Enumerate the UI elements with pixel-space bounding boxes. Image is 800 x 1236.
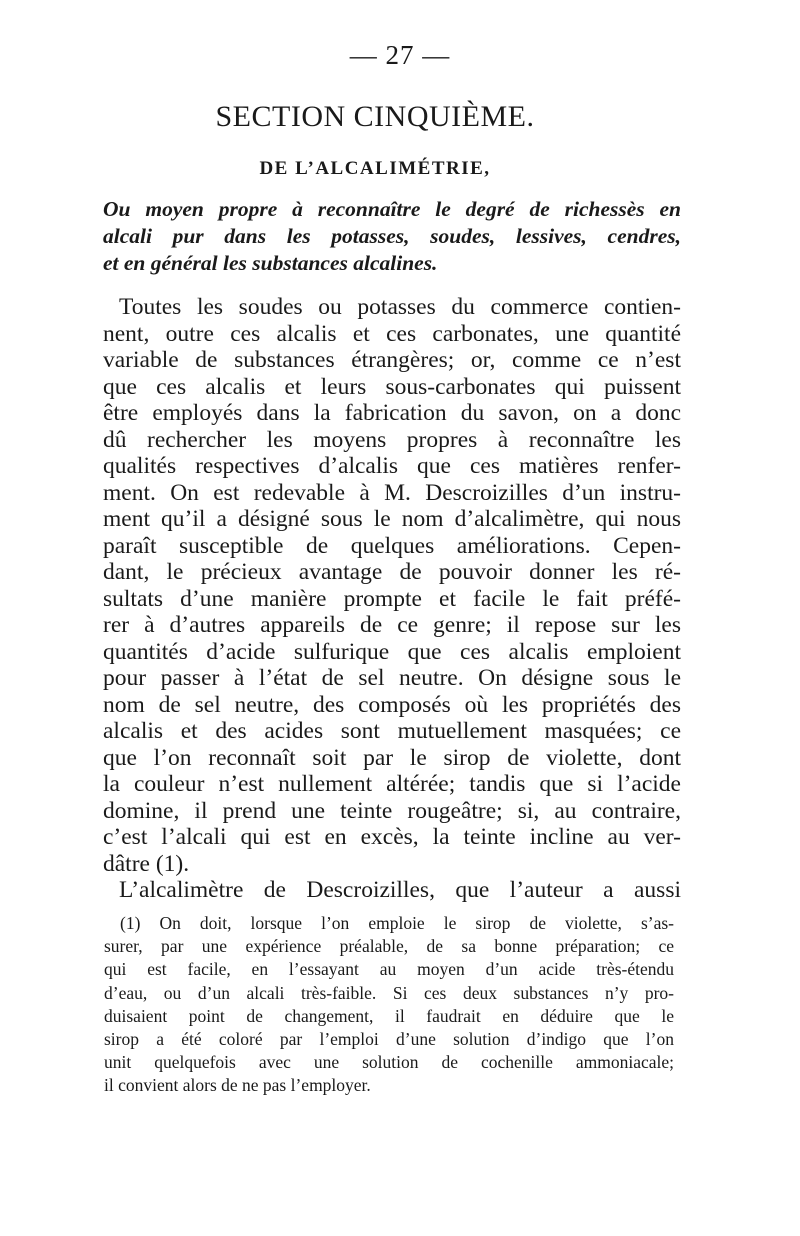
body-line: que l’on reconnaît soit par le sirop de violette, dont — [103, 744, 681, 771]
body-line: c’est l’alcali qui est en excès, la teinte incline au ver- — [103, 824, 681, 850]
intro-line: et en général les substances alcalines. — [103, 251, 438, 275]
footnote-line: surer, par une expérience préalable, de sa bonne préparation; ce — [104, 936, 674, 957]
body-line: nent, outre ces alcalis et ces carbonates, une quantité — [103, 320, 681, 347]
body-line: être employés dans la fabrication du savon, on a donc — [103, 400, 681, 426]
footnote — [104, 912, 674, 1098]
body-line: dant, le précieux avantage de pouvoir donner les ré- — [103, 559, 681, 585]
body-line: dâtre (1). — [103, 850, 190, 877]
body-line: domine, il prend une teinte rougeâtre; si, au contraire, — [103, 797, 681, 824]
body-line: que ces alcalis et leurs sous-carbonates qui puissent — [103, 373, 681, 400]
body-text — [103, 294, 681, 904]
intro-line: Ou moyen propre à reconnaître le degré de richessès en — [103, 197, 681, 221]
section-subtitle: DE L’ALCALIMÉTRIE, — [259, 158, 491, 179]
body-line: variable de substances étrangères; or, comme ce n’est — [103, 347, 681, 373]
footnote-line: duisaient point de changement, il faudrait en déduire que le — [104, 1005, 674, 1026]
footnote-line: unit quelquefois avec une solution de cochenille ammoniacale; — [104, 1052, 674, 1073]
body-line: pour passer à l’état de sel neutre. On désigne sous le — [103, 665, 681, 691]
body-line: qualités respectives d’alcalis que ces matières renfer- — [103, 453, 681, 479]
body-line: ment. On est redevable à M. Descroizilles d’un instru- — [103, 479, 681, 506]
body-line: la couleur n’est nullement altérée; tandis que si l’acide — [103, 771, 681, 797]
body-line: L’alcalimètre de Descroizilles, que l’auteur a aussi — [119, 877, 681, 903]
body-line: dû rechercher les moyens propres à reconnaître les — [103, 426, 681, 453]
page-number: — 27 — — [349, 40, 451, 70]
footnote-line: sirop a été coloré par l’emploi d’une solution d’indigo que l’on — [104, 1029, 674, 1050]
body-line: nom de sel neutre, des composés où les propriétés des — [103, 691, 681, 718]
body-line: quantités d’acide sulfurique que ces alcalis emploient — [103, 638, 681, 665]
body-line: paraît susceptible de quelques améliorations. Cepen- — [103, 532, 681, 559]
body-line: Toutes les soudes ou potasses du commerce contien- — [119, 294, 681, 320]
body-line: ment qu’il a désigné sous le nom d’alcalimètre, qui nous — [103, 506, 681, 532]
body-line: alcalis et des acides sont mutuellement masquées; ce — [103, 718, 681, 744]
footnote-line: (1) On doit, lorsque l’on emploie le sirop de violette, s’as- — [120, 913, 674, 933]
footnote-line: d’eau, ou d’un alcali très-faible. Si ces deux substances n’y pro- — [104, 982, 674, 1003]
body-line: sultats d’une manière prompte et facile le fait préfé- — [103, 585, 681, 612]
footnote-line: qui est facile, en l’essayant au moyen d’un acide très-étendu — [104, 959, 674, 980]
body-line: rer à d’autres appareils de ce genre; il repose sur les — [103, 612, 681, 638]
footnote-line: il convient alors de ne pas l’employer. — [104, 1075, 371, 1096]
section-title: SECTION CINQUIÈME. — [215, 100, 535, 133]
intro-line: alcali pur dans les potasses, soudes, lessives, cendres, — [103, 224, 681, 248]
intro-paragraph — [103, 196, 681, 277]
